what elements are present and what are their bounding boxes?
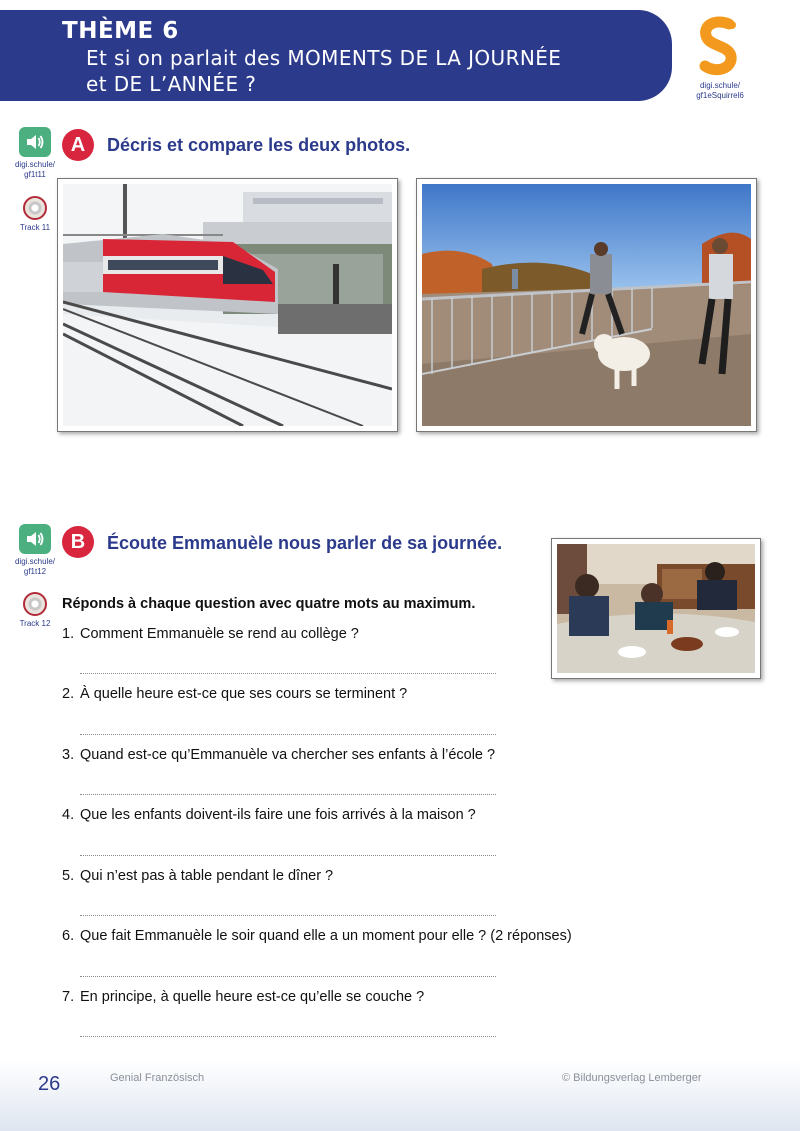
question-number: 7. bbox=[62, 989, 75, 1005]
question-text: Que fait Emmanuèle le soir quand elle a un moment pour elle ? (2 réponses) bbox=[80, 928, 572, 944]
question-number: 3. bbox=[62, 747, 75, 763]
question-number: 6. bbox=[62, 928, 75, 944]
question-5 bbox=[62, 868, 333, 884]
squirrel-link-line-2: gf1eSquirrel6 bbox=[696, 91, 744, 100]
page-number: 26 bbox=[38, 1073, 61, 1095]
theme-number: THÈME 6 bbox=[62, 18, 179, 44]
page-footer bbox=[0, 1060, 800, 1131]
question-text: Comment Emmanuèle se rend au collège ? bbox=[80, 626, 359, 642]
squirrel-link[interactable] bbox=[680, 81, 760, 101]
theme-title-line-2: et DE L’ANNÉE ? bbox=[86, 72, 257, 96]
question-number: 4. bbox=[62, 807, 75, 823]
instruction-text: Réponds à chaque question avec quatre mots au maximum. bbox=[62, 596, 476, 612]
question-number: 1. bbox=[62, 626, 75, 642]
question-6 bbox=[62, 928, 572, 944]
squirrel-logo[interactable] bbox=[695, 16, 743, 80]
audio-link-b[interactable] bbox=[5, 557, 65, 577]
audio-link-a[interactable] bbox=[5, 160, 65, 180]
section-title-b: Écoute Emmanuèle nous parler de sa journée. bbox=[107, 533, 503, 553]
audio-link-a-line-2: gf1t11 bbox=[24, 170, 46, 179]
question-2 bbox=[62, 686, 407, 702]
question-4 bbox=[62, 807, 476, 823]
question-text: À quelle heure est-ce que ses cours se terminent ? bbox=[80, 686, 408, 702]
question-text: Qui n’est pas à table pendant le dîner ? bbox=[80, 868, 334, 884]
question-1 bbox=[62, 626, 359, 642]
answer-line-7[interactable] bbox=[80, 1036, 496, 1037]
answer-line-4[interactable] bbox=[80, 855, 496, 856]
track-label-b: Track 12 bbox=[19, 619, 51, 628]
theme-title-line-1: Et si on parlait des MOMENTS DE LA JOURNÉE bbox=[86, 46, 562, 70]
question-text: Quand est-ce qu’Emmanuèle va chercher ses enfants à l’école ? bbox=[80, 747, 496, 763]
photo-joggers-dog bbox=[416, 178, 757, 432]
answer-line-5[interactable] bbox=[80, 915, 496, 916]
question-text: Que les enfants doivent-ils faire une fois arrivés à la maison ? bbox=[80, 807, 476, 823]
question-7 bbox=[62, 989, 424, 1005]
question-3 bbox=[62, 747, 495, 763]
cd-icon[interactable] bbox=[23, 196, 47, 220]
section-badge-a: A bbox=[62, 129, 94, 161]
squirrel-link-line-1: digi.schule/ bbox=[699, 81, 741, 90]
publisher-credit: © Bildungsverlag Lemberger bbox=[562, 1072, 702, 1084]
answer-line-1[interactable] bbox=[80, 673, 496, 674]
speaker-icon[interactable] bbox=[19, 127, 51, 157]
answer-line-6[interactable] bbox=[80, 976, 496, 977]
question-number: 2. bbox=[62, 686, 75, 702]
audio-link-b-line-2: gf1t12 bbox=[23, 567, 47, 576]
audio-link-b-line-1: digi.schule/ bbox=[14, 557, 56, 566]
book-title: Genial Französisch bbox=[110, 1072, 205, 1084]
cd-icon[interactable] bbox=[23, 592, 47, 616]
answer-line-2[interactable] bbox=[80, 734, 496, 735]
section-title-a: Décris et compare les deux photos. bbox=[107, 135, 411, 155]
photo-train-snow bbox=[57, 178, 398, 432]
section-badge-b: B bbox=[62, 526, 94, 558]
speaker-icon[interactable] bbox=[19, 524, 51, 554]
answer-line-3[interactable] bbox=[80, 794, 496, 795]
question-text: En principe, à quelle heure est-ce qu’elle se couche ? bbox=[80, 989, 425, 1005]
photo-family-dinner bbox=[551, 538, 761, 679]
track-label-a: Track 11 bbox=[19, 223, 51, 232]
question-number: 5. bbox=[62, 868, 75, 884]
audio-link-a-line-1: digi.schule/ bbox=[14, 160, 56, 169]
